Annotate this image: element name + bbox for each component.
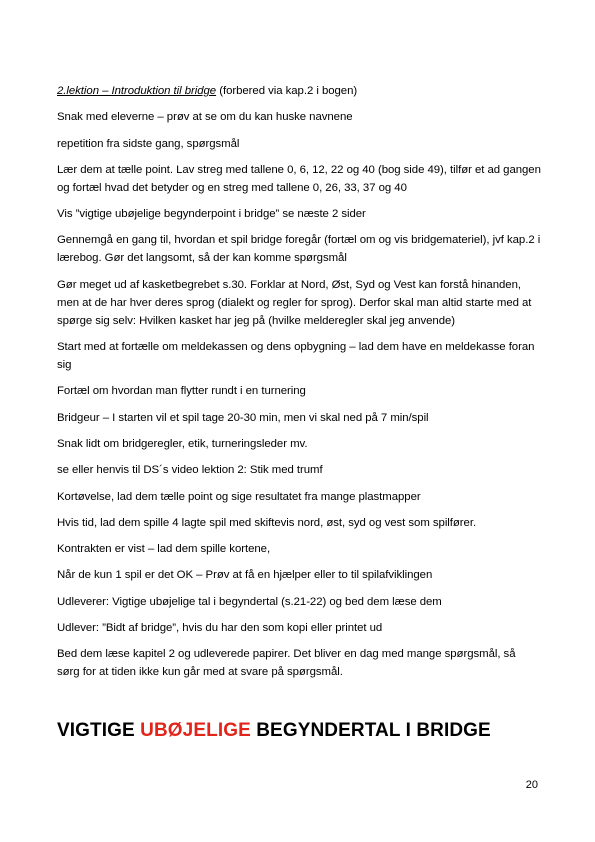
paragraph: Kortøvelse, lad dem tælle point og sige resultatet fra mange plastmapper bbox=[57, 490, 421, 503]
section-heading-highlight: UBØJELIGE bbox=[140, 720, 251, 741]
section-heading-part: VIGTIGE bbox=[57, 720, 141, 741]
paragraph: Start med at fortælle om meldekassen og dens opbygning – lad dem have en meldekasse foran sig bbox=[57, 341, 535, 372]
paragraph: Udleverer: Vigtige ubøjelige tal i begyndertal (s.21-22) og bed dem læse dem bbox=[57, 595, 442, 608]
paragraph: Vis ”vigtige ubøjelige begynderpoint i bridge” se næste 2 sider bbox=[57, 208, 366, 221]
paragraph: Bridgeur – I starten vil et spil tage 20-30 min, men vi skal ned på 7 min/spil bbox=[57, 411, 429, 424]
paragraph: Hvis tid, lad dem spille 4 lagte spil med skiftevis nord, øst, syd og vest som spilfører. bbox=[57, 516, 477, 529]
paragraph: Gennemgå en gang til, hvordan et spil bridge foregår (fortæl om og vis bridgemateriel), jvf kap.2 i lærebog. Gør det langsomt, så der kan komme spørgsmål bbox=[57, 234, 541, 265]
page-number: 20 bbox=[525, 779, 538, 791]
paragraph: Snak lidt om bridgeregler, etik, turneringsleder mv. bbox=[57, 437, 308, 450]
section-heading bbox=[57, 718, 491, 744]
paragraph: Lær dem at tælle point. Lav streg med tallene 0, 6, 12, 22 og 40 (bog side 49), tilfør et ad gangen og fortæl hvad det betyder og en streg med tallene 0, 26, 33, 37 og 40 bbox=[57, 163, 541, 194]
paragraph: Gør meget ud af kasketbegrebet s.30. Forklar at Nord, Øst, Syd og Vest kan forstå hinanden, men at de har hver deres sprog (dialekt og regler for sprog). Derfor skal man altid starte med at spørge sig selv: Hvilken kasket har jeg på (hvilke melderegler skal jeg anvende) bbox=[57, 278, 532, 327]
paragraph: repetition fra sidste gang, spørgsmål bbox=[57, 137, 240, 150]
paragraph: Bed dem læse kapitel 2 og udleverede papirer. Det bliver en dag med mange spørgsmål, så sørg for at tiden ikke kun går med at svare på spørgsmål. bbox=[57, 648, 516, 679]
paragraph: se eller henvis til DS´s video lektion 2: Stik med trumf bbox=[57, 464, 323, 477]
paragraph: Snak med eleverne – prøv at se om du kan huske navnene bbox=[57, 111, 353, 124]
paragraph: Kontrakten er vist – lad dem spille kortene, bbox=[57, 543, 271, 556]
lesson-title-note: (forbered via kap.2 i bogen) bbox=[216, 85, 358, 97]
section-heading-part: BEGYNDERTAL I BRIDGE bbox=[250, 720, 491, 741]
lesson-title-link[interactable]: 2.lektion – Introduktion til bridge bbox=[57, 85, 217, 97]
lesson-notes bbox=[57, 82, 541, 690]
paragraph: Udlever: ”Bidt af bridge”, hvis du har den som kopi eller printet ud bbox=[57, 622, 383, 635]
paragraph: Fortæl om hvordan man flytter rundt i en turnering bbox=[57, 385, 306, 398]
lesson-title bbox=[57, 82, 541, 100]
paragraph: Når de kun 1 spil er det OK – Prøv at få en hjælper eller to til spilafviklingen bbox=[57, 569, 433, 582]
